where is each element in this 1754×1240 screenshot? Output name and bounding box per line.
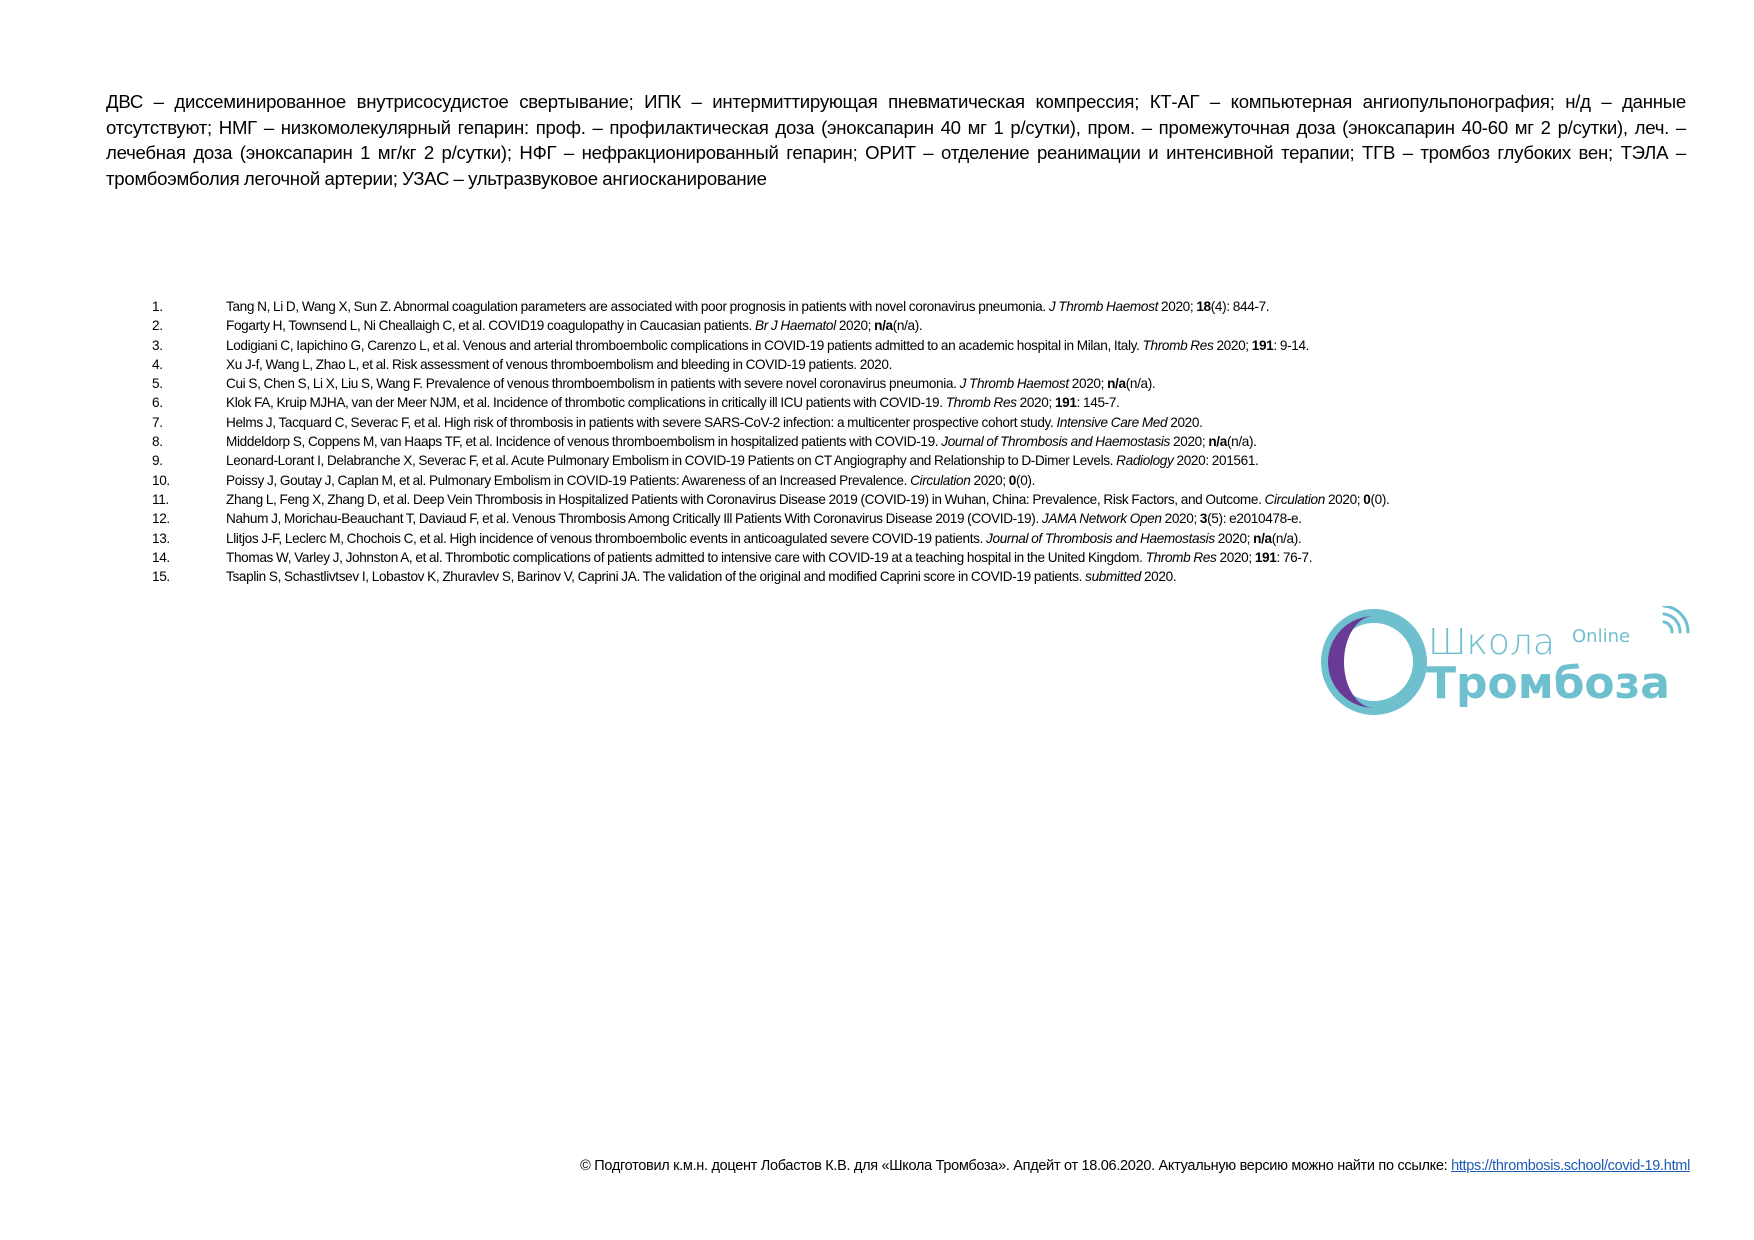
reference-year: 2020; (835, 318, 875, 334)
reference-text: Poissy J, Goutay J, Caplan M, et al. Pulmonary Embolism in COVID-19 Patients: Awareness of an Increased Prevalence. (226, 472, 911, 488)
abbreviations-paragraph: ДВС – диссеминированное внутрисосудистое свертывание; ИПК – интермиттирующая пневматическая компрессия; КТ-АГ – компьютерная ангиопульпонография; н/д – данные отсутствуют; НМГ – низкомолекулярный гепарин: проф. – профилактическая доза (эноксапарин 40 мг 1 р/сутки), пром. – промежуточная доза (эноксапарин 40-60 мг 2 р/сутки), леч. – лечебная доза (эноксапарин 1 мг/кг 2 р/сутки); НФГ – нефракционированный гепарин; ОРИТ – отделение реанимации и интенсивной терапии; ТГВ – тромбоз глубоких вен; ТЭЛА – тромбоэмболия легочной артерии; УЗАС – ультразвуковое ангиосканирование (106, 91, 1686, 189)
reference-text: Cui S, Chen S, Li X, Liu S, Wang F. Prevalence of venous thromboembolism in patients with severe novel coronavirus pneumonia. (226, 376, 960, 392)
reference-pages: : 145-7. (1076, 395, 1120, 411)
reference-journal: Journal of Thrombosis and Haemostasis (941, 434, 1171, 450)
reference-text: Helms J, Tacquard C, Severac F, et al. High risk of thrombosis in patients with severe SARS-CoV-2 infection: a multicenter prospective cohort study. (226, 414, 1057, 430)
reference-journal: Br J Haematol (755, 318, 836, 334)
reference-journal: JAMA Network Open (1041, 511, 1162, 527)
reference-pages: (0). (1016, 472, 1036, 488)
reference-journal: Thromb Res (1145, 549, 1217, 565)
reference-year: 2020; (1213, 337, 1252, 353)
reference-item (152, 471, 1552, 490)
reference-number: 3. (152, 337, 163, 353)
reference-journal: Thromb Res (1142, 337, 1214, 353)
reference-journal: Intensive Care Med (1056, 414, 1168, 430)
reference-volume: 0 (1008, 472, 1017, 488)
reference-pages: : 76-7. (1276, 549, 1313, 565)
reference-text: Thomas W, Varley J, Johnston A, et al. Thrombotic complications of patients admitted to intensive care with COVID-19 at a teaching hospital in the United Kingdom. (226, 549, 1146, 565)
reference-item (152, 374, 1552, 393)
logo-online: Online (1572, 626, 1631, 647)
reference-text: Middeldorp S, Coppens M, van Haaps TF, et al. Incidence of venous thromboembolism in hospitalized patients with COVID-19. (226, 434, 942, 450)
reference-number: 12. (152, 511, 170, 527)
logo-ring-icon (1328, 616, 1420, 708)
reference-volume: n/a (1253, 530, 1272, 546)
logo-line2: Тромбоза (1426, 658, 1670, 709)
logo-line1: Школа (1428, 622, 1555, 663)
reference-number: 8. (152, 434, 163, 450)
reference-item (152, 548, 1552, 567)
reference-text: Tang N, Li D, Wang X, Sun Z. Abnormal coagulation parameters are associated with poor prognosis in patients with novel coronavirus pneumonia. (226, 299, 1049, 314)
reference-item (152, 336, 1552, 355)
reference-year: 2020; (1158, 299, 1197, 314)
reference-year: 2020; (1016, 395, 1055, 411)
footer-note (580, 1158, 1690, 1174)
reference-item (152, 393, 1552, 412)
reference-journal: J Thromb Haemost (959, 376, 1069, 392)
reference-number: 6. (152, 395, 163, 411)
reference-volume: 0 (1363, 491, 1371, 507)
reference-volume: 191 (1254, 549, 1277, 565)
reference-text: Lodigiani C, Iapichino G, Carenzo L, et al. Venous and arterial thromboembolic complications in COVID-19 patients admitted to an academic hospital in Milan, Italy. (226, 337, 1143, 353)
reference-year: 2020; (1324, 491, 1364, 507)
reference-text: Fogarty H, Townsend L, Ni Cheallaigh C, et al. COVID19 coagulopathy in Caucasian patients. (226, 318, 756, 334)
reference-pages: (n/a). (1226, 434, 1257, 450)
reference-item (152, 413, 1552, 432)
reference-year: 2020; (1214, 530, 1254, 546)
reference-item (152, 297, 1552, 316)
reference-number: 7. (152, 414, 163, 430)
references-list (152, 297, 1552, 586)
reference-year: 2020; (1161, 511, 1200, 527)
reference-volume: 18 (1196, 299, 1211, 314)
reference-text: Zhang L, Feng X, Zhang D, et al. Deep Vein Thrombosis in Hospitalized Patients with Coronavirus Disease 2019 (COVID-19) in Wuhan, China: Prevalence, Risk Factors, and Outcome. (226, 491, 1265, 507)
reference-item (152, 529, 1552, 548)
reference-pages: (0). (1370, 491, 1390, 507)
reference-number: 11. (152, 491, 169, 507)
reference-text: Llitjos J-F, Leclerc M, Chochois C, et al. High incidence of venous thromboembolic events in anticoagulated severe COVID-19 patients. (226, 530, 987, 546)
reference-pages: (n/a). (892, 318, 923, 334)
reference-item (152, 509, 1552, 528)
reference-volume: n/a (1107, 376, 1126, 392)
reference-text: Nahum J, Morichau-Beauchant T, Daviaud F, et al. Venous Thrombosis Among Critically Ill Patients With Coronavirus Disease 2019 (COVID-19). (226, 511, 1042, 527)
reference-number: 1. (152, 299, 163, 314)
reference-volume: n/a (874, 318, 893, 334)
reference-item (152, 355, 1552, 374)
reference-volume: 3 (1199, 511, 1208, 527)
reference-journal: Journal of Thrombosis and Haemostasis (986, 530, 1215, 546)
reference-number: 4. (152, 356, 163, 372)
reference-year: 2020; (1216, 549, 1255, 565)
reference-year: 2020; (1068, 376, 1108, 392)
reference-number: 9. (152, 453, 163, 469)
footer-link[interactable]: https://thrombosis.school/covid-19.html (1451, 1158, 1690, 1174)
reference-number: 15. (152, 569, 170, 585)
reference-journal: J Thromb Haemost (1048, 299, 1158, 314)
footer-text: © Подготовил к.м.н. доцент Лобастов К.В. для «Школа Тромбоза». Апдейт от 18.06.2020. Актуальную версию можно найти по ссылке: (580, 1158, 1452, 1174)
reference-text: Tsaplin S, Schastlivtsev I, Lobastov K, Zhuravlev S, Barinov V, Caprini JA. The validation of the original and modified Caprini score in COVID-19 patients. (226, 569, 1086, 585)
reference-item (152, 316, 1552, 335)
reference-journal: Circulation (910, 472, 971, 488)
reference-item (152, 490, 1552, 509)
reference-volume: 191 (1054, 395, 1077, 411)
reference-pages: (5): e2010478-e. (1207, 511, 1302, 527)
reference-journal: Radiology (1116, 453, 1174, 469)
reference-text: Leonard-Lorant I, Delabranche X, Severac F, et al. Acute Pulmonary Embolism in COVID-19 Patients on CT Angiography and Relationship to D-Dimer Levels. (226, 453, 1117, 469)
wifi-icon (1664, 606, 1688, 632)
reference-pages: (n/a). (1271, 530, 1302, 546)
reference-pages: : 9-14. (1273, 337, 1310, 353)
reference-number: 14. (152, 549, 170, 565)
reference-text: Xu J-f, Wang L, Zhao L, et al. Risk assessment of venous thromboembolism and bleeding in COVID-19 patients. 2020. (226, 356, 893, 372)
reference-journal: Circulation (1264, 491, 1325, 507)
reference-number: 2. (152, 318, 163, 334)
reference-year: 2020; (1170, 434, 1209, 450)
reference-year: 2020. (1140, 569, 1177, 585)
reference-number: 5. (152, 376, 163, 392)
school-logo (1318, 606, 1698, 718)
reference-item (152, 432, 1552, 451)
reference-year: 2020. (1167, 414, 1203, 430)
reference-text: Klok FA, Kruip MJHA, van der Meer NJM, et al. Incidence of thrombotic complications in critically ill ICU patients with COVID-19. (226, 395, 946, 411)
reference-item (152, 567, 1552, 586)
reference-journal: submitted (1085, 569, 1141, 585)
reference-number: 13. (152, 530, 170, 546)
reference-number: 10. (152, 472, 170, 488)
reference-pages: (4): 844-7. (1210, 299, 1270, 314)
reference-year: 2020; (970, 472, 1009, 488)
reference-volume: n/a (1208, 434, 1227, 450)
reference-year: 2020: 201561. (1173, 453, 1259, 469)
reference-item (152, 451, 1552, 470)
reference-volume: 191 (1251, 337, 1274, 353)
reference-journal: Thromb Res (945, 395, 1017, 411)
reference-pages: (n/a). (1125, 376, 1156, 392)
